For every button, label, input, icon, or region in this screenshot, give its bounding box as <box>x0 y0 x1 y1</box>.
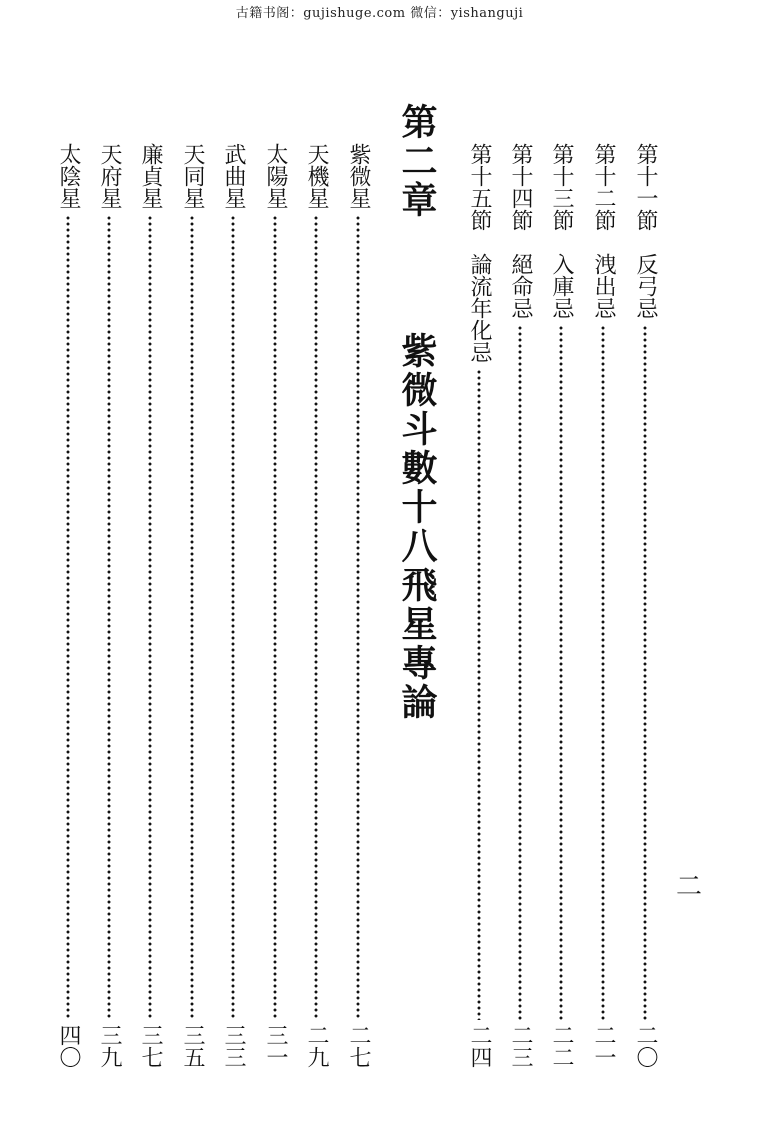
dot-leader <box>518 325 522 1020</box>
entry-page: 三一 <box>263 1024 288 1068</box>
entry-title: 廉貞星 <box>138 143 163 209</box>
section-label: 第十三節 <box>549 143 574 231</box>
entry-page: 二二 <box>549 1024 574 1068</box>
dot-leader <box>148 215 152 1020</box>
entry-title: 紫微星 <box>346 143 371 209</box>
entry-title: 反弓忌 <box>633 253 658 319</box>
dot-leader <box>107 215 111 1020</box>
chapter-heading <box>396 103 438 722</box>
entry-title: 絕命忌 <box>508 253 533 319</box>
dot-leader <box>559 325 563 1020</box>
entry-title: 天同星 <box>180 143 205 209</box>
dot-leader <box>356 215 360 1020</box>
dot-leader <box>66 215 70 1020</box>
watermark: 古籍书阁：gujishuge.com 微信：yishanguji <box>235 6 524 21</box>
section-label: 第十五節 <box>467 143 492 231</box>
entry-page: 三七 <box>138 1024 163 1068</box>
entry-title: 入庫忌 <box>549 253 574 319</box>
entry-title: 太陽星 <box>263 143 288 209</box>
toc-entry[interactable] <box>548 143 574 1068</box>
entry-page: 二一 <box>591 1024 616 1068</box>
dot-leader <box>314 215 318 1020</box>
toc-entry[interactable] <box>590 143 616 1068</box>
page-number: 二 <box>676 872 703 902</box>
entry-page: 三五 <box>180 1024 205 1068</box>
section-label: 第十二節 <box>591 143 616 231</box>
toc-entry[interactable] <box>96 143 122 1068</box>
dot-leader <box>477 369 481 1020</box>
entry-title: 太陰星 <box>56 143 81 209</box>
dot-leader <box>273 215 277 1020</box>
toc-entry[interactable] <box>262 143 288 1068</box>
dot-leader <box>190 215 194 1020</box>
entry-page: 二四 <box>467 1024 492 1068</box>
section-label: 第十一節 <box>633 143 658 231</box>
dot-leader <box>231 215 235 1020</box>
entry-title: 武曲星 <box>221 143 246 209</box>
entry-page: 四〇 <box>56 1024 81 1068</box>
entry-title: 論流年化忌 <box>467 253 492 363</box>
entry-page: 二七 <box>346 1024 371 1068</box>
entry-page: 二九 <box>304 1024 329 1068</box>
chapter-number: 第二章 <box>396 103 438 220</box>
toc-entry[interactable] <box>345 143 371 1068</box>
section-label: 第十四節 <box>508 143 533 231</box>
entry-title: 天府星 <box>97 143 122 209</box>
entry-page: 三三 <box>221 1024 246 1068</box>
dot-leader <box>601 325 605 1020</box>
toc-entry[interactable] <box>55 143 81 1068</box>
toc-entry[interactable] <box>179 143 205 1068</box>
toc-entry[interactable] <box>220 143 246 1068</box>
entry-page: 二〇 <box>633 1024 658 1068</box>
toc-entry[interactable] <box>303 143 329 1068</box>
toc-entry[interactable] <box>137 143 163 1068</box>
toc-entry[interactable] <box>466 143 492 1068</box>
entry-title: 天機星 <box>304 143 329 209</box>
entry-page: 三九 <box>97 1024 122 1068</box>
dot-leader <box>643 325 647 1020</box>
toc-entry[interactable] <box>632 143 658 1068</box>
chapter-title: 紫微斗數十八飛星專論 <box>396 332 438 722</box>
entry-page: 二三 <box>508 1024 533 1068</box>
entry-title: 洩出忌 <box>591 253 616 319</box>
toc-entry[interactable] <box>507 143 533 1068</box>
